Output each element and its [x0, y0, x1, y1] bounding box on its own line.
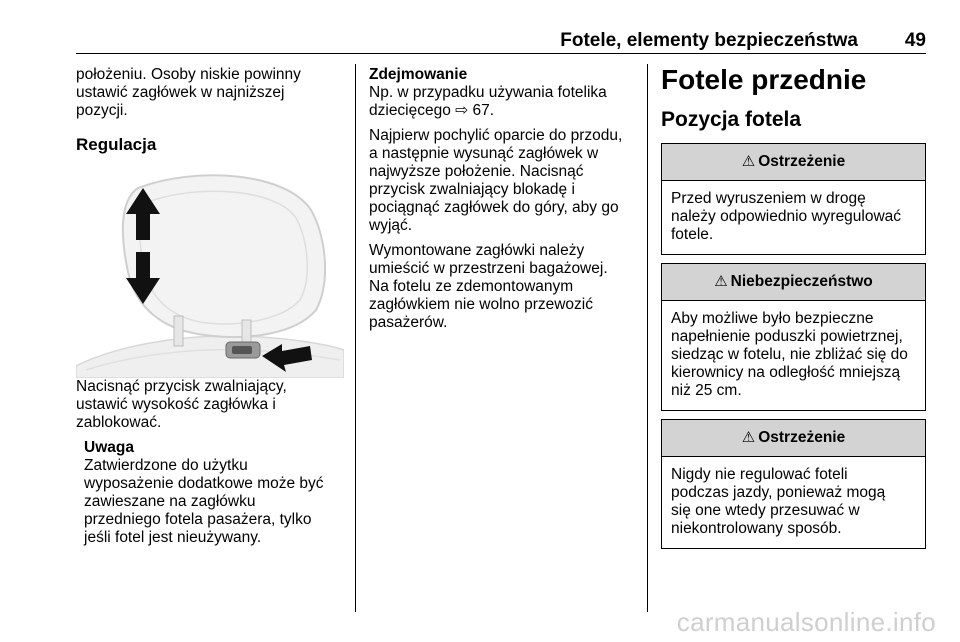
paragraph-1: Np. w przypadku używania fotelika dziecięcego ⇨ 67.	[369, 84, 607, 119]
header-title: Fotele, elementy bezpieczeństwa	[560, 30, 858, 51]
note-text: Zatwierdzone do użytku wyposażenie dodatkowe może być zawieszane na zagłówku przedniego fotela pasażera, tylko jeśli fotel jest nieużywany.	[84, 457, 324, 546]
warning-box-1	[661, 143, 926, 255]
section-subtitle: Pozycja fotela	[661, 108, 802, 131]
page-number: 49	[904, 30, 926, 51]
note-block	[84, 439, 344, 547]
danger-box	[661, 263, 926, 411]
watermark: carmanualsonline.info	[676, 607, 936, 637]
warning-box-title: Ostrzeżenie	[758, 153, 846, 170]
warning-box-header	[662, 144, 925, 181]
danger-box-body: Aby możliwe było bezpieczne napełnienie poduszki powietrznej, siedząc w fotelu, nie zbliżać się do kierownicy na odległość mniejszą niż 25 cm.	[671, 310, 908, 399]
warning-box-2	[661, 419, 926, 549]
warning-box-title: Ostrzeżenie	[758, 429, 846, 446]
warning-box-header	[662, 420, 925, 457]
warning-icon: ⚠	[714, 273, 728, 290]
column-left	[76, 66, 344, 554]
warning-icon: ⚠	[741, 429, 756, 446]
section-title: Fotele przednie	[661, 64, 867, 95]
header-rule	[76, 53, 926, 54]
note-title: Uwaga	[84, 439, 134, 456]
warning-box-body: Przed wyruszeniem w drogę należy odpowiednio wyregulować fotele.	[671, 190, 902, 243]
paragraph-2: Najpierw pochylić oparcie do przodu, a następnie wysunąć zagłówek w najwyższe położenie. Nacisnąć przycisk zwalniający blokadę i pociągnąć zagłówek do góry, aby go wyjąć.	[369, 127, 623, 234]
section-heading-regulacja: Regulacja	[76, 135, 157, 154]
headrest-adjust-figure	[76, 170, 344, 378]
warning-icon: ⚠	[741, 153, 756, 170]
figure-caption: Nacisnąć przycisk zwalniający, ustawić wysokość zagłówka i zablokować.	[76, 378, 287, 431]
danger-box-header	[662, 264, 925, 301]
headrest-illustration	[76, 170, 344, 378]
section-heading-zdejmowanie: Zdejmowanie	[369, 66, 468, 83]
warning-box-body: Nigdy nie regulować foteli podczas jazdy, ponieważ mogą się one wtedy przesuwać w niekontrolowany sposób.	[671, 466, 886, 537]
column-middle	[369, 66, 637, 339]
intro-paragraph: położeniu. Osoby niskie powinny ustawić zagłówek w najniższej pozycji.	[76, 66, 301, 119]
column-right	[661, 64, 926, 557]
column-divider-1	[355, 64, 356, 612]
paragraph-3: Wymontowane zagłówki należy umieścić w przestrzeni bagażowej. Na fotelu ze zdemontowanym zagłówkiem nie wolno przewozić pasażerów.	[369, 242, 608, 331]
column-divider-2	[647, 64, 648, 612]
danger-box-title: Niebezpieczeństwo	[730, 273, 873, 290]
